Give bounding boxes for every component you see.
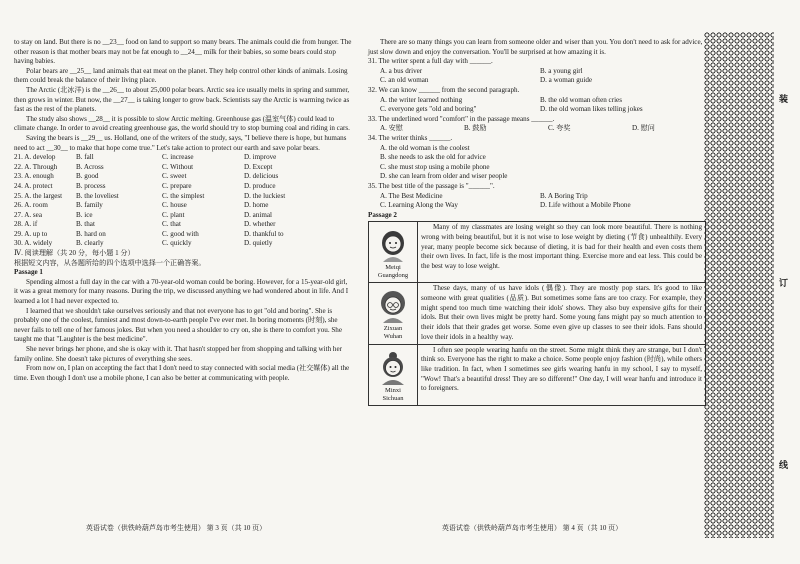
option: 24. A. protect [14, 181, 53, 190]
option: B. good [76, 172, 99, 181]
cloze-option-row [14, 220, 352, 230]
passage2-title: Passage 2 [368, 210, 397, 219]
question-34: 34. The writer thinks ______. [368, 133, 453, 142]
cloze-options [14, 153, 352, 249]
cloze-option-row [14, 153, 352, 163]
option: B. Across [76, 162, 104, 171]
cloze-para-1: to stay on land. But there is no __23__ food on land to support so many bears. The animals could die from hunger. The other reason is that mother bears may not be fat enough to __24__ milk for their babies, so some bears could stop having babies. [14, 38, 352, 66]
option: C. quickly [162, 239, 192, 248]
option: C. the simplest [162, 191, 205, 200]
passage1-para-1: Spending almost a full day in the car with a 70-year-old woman could be boring. However, for a 15-year-old girl, it was a great memory for many reasons. During the trip, we discussed anything we had wondered about in life. And I learned a lot I had never expected to. [14, 277, 349, 306]
option: C. good with [162, 229, 199, 238]
option: D. the old woman likes telling jokes [540, 105, 643, 114]
speaker-place: Sichuan [382, 394, 404, 402]
option: D. delicious [244, 172, 279, 181]
speaker-text: I often see people wearing hanfu on the street. Some might think they are strange, but I don't think so. Everyone has the right to make a choice. Some people enjoy fashion (时尚), while others like tradition. In fact, when I sometimes see girls wearing hanfu in my school, I say to myself, "Wow! That's a beautiful dress! They are so different!" One day, I will wear hanfu and introduce it to foreigners. [418, 344, 706, 405]
option: A. 安慰 [380, 124, 403, 133]
option: C. Without [162, 162, 194, 171]
option: D. produce [244, 181, 276, 190]
option: 28. A. if [14, 220, 38, 229]
passage2-table [368, 221, 706, 405]
option: B. process [76, 181, 106, 190]
option: B. the loveliest [76, 191, 119, 200]
cloze-option-row [14, 182, 352, 192]
option: D. the luckiest [244, 191, 286, 200]
question-31-options [368, 67, 704, 86]
speaker-text: These days, many of us have idols (偶像). They are mostly pop stars. It's good to like someone with great qualities (品质). But sometimes some fans are too crazy. For example, they might spend too much time watching their idols' shows. They also buy expensive gifts for their idols. But their own lives might be pretty hard. Some young fans might pay so much attention to their idols that their grades get worse. Some even give up classes to see their idols. Fans should love their idols in a healthy way. [418, 283, 706, 344]
option: C. plant [162, 210, 185, 219]
cloze-para-2: Polar bears are __25__ land animals that eat meat on the planet. They help control other kinds of animals. Losing them could break the balance of their living place. [14, 66, 348, 85]
option: D. improve [244, 153, 277, 162]
table-row [369, 344, 706, 405]
question-35: 35. The best title of the passage is "______". [368, 181, 495, 190]
speaker-place: Wuhan [383, 333, 403, 341]
option: D. animal [244, 210, 272, 219]
option: C. prepare [162, 181, 192, 190]
table-row [369, 222, 706, 283]
question-35-options [368, 192, 704, 211]
option: 22. A. Through [14, 162, 58, 171]
option: D. quietly [244, 239, 273, 248]
option: B. ice [76, 210, 93, 219]
option: B. that [76, 220, 95, 229]
option: A. The Best Medicine [380, 191, 443, 200]
speaker-cell [369, 222, 418, 283]
option: A. the writer learned nothing [380, 95, 463, 104]
girl-portrait-icon [375, 228, 411, 262]
option: C. that [162, 220, 181, 229]
speaker-cell [369, 283, 418, 344]
option: D. Except [244, 162, 273, 171]
girl-glasses-portrait-icon [375, 289, 411, 323]
option: D. thankful to [244, 229, 284, 238]
binding-margin-pattern [704, 32, 774, 538]
speaker-place: Guangdong [377, 272, 409, 280]
cloze-option-row [14, 239, 352, 249]
option: B. clearly [76, 239, 104, 248]
cloze-option-row [14, 201, 352, 211]
cloze-option-row [14, 172, 352, 182]
option: D. Life without a Mobile Phone [540, 201, 631, 210]
girl-bun-portrait-icon [375, 351, 411, 385]
question-33: 33. The underlined word "comfort" in the passage means ______. [368, 114, 555, 123]
option: D. a woman guide [540, 76, 593, 85]
table-row [369, 283, 706, 344]
footer-left: 英语试卷（供铁岭葫芦岛市考生使用） 第 3 页（共 10 页） [85, 524, 267, 532]
option: D. 慰问 [632, 124, 655, 133]
passage1-para-2: I learned that we shouldn't take ourselves seriously and that not everyone has to get "old and boring". She is probably one of the coolest, funniest and most down-to-earth people I've ever met. In boring moments (时刻), she never fails to tell one of her famous jokes. But when you need a shoulder to cry on, she is there to comfort you. She taught me that "Laughter is the best medicine". [14, 306, 343, 344]
option: 29. A. up to [14, 229, 48, 238]
binding-label: 订 [779, 278, 789, 288]
speaker-name: Zixuan [383, 325, 403, 333]
cloze-option-row [14, 230, 352, 240]
option: B. the old woman often cries [540, 95, 622, 104]
passage1-para-5: There are so many things you can learn from someone older and wiser than you. You don't need to ask for advice, just slow down and enjoy the conversation. You'll be surprised at how amazing it is. [368, 38, 703, 56]
option: C. Learning Along the Way [380, 201, 458, 210]
question-34-options [368, 144, 704, 182]
left-page [0, 0, 352, 564]
option: B. fall [76, 153, 94, 162]
cloze-option-row [14, 211, 352, 221]
passage1-para-4: From now on, I plan on accepting the fact that I don't need to stay connected with social media (社交媒体) all the time. Even though I don't use a mobile phone, I can also be better at communicating with people. [14, 364, 350, 382]
speaker-name: Meiqi [385, 264, 401, 272]
option: 21. A. develop [14, 153, 56, 162]
cloze-para-3: The Arctic (北冰洋) is the __26__ to about 25,000 polar bears. Arctic sea ice usually melts in spring and summer, then grows in winter. But now, the __27__ is taking longer to grow back. Scientists say the Arctic is warming twice as fast as the rest of the planets. [14, 85, 350, 114]
question-33-options [368, 124, 704, 134]
option: 23. A. enough [14, 172, 54, 181]
binding-label: 线 [779, 460, 789, 470]
option: C. increase [162, 153, 194, 162]
section-instructions: 根据短文内容，从各题所给的四个选项中选择一个正确答案。 [14, 258, 206, 267]
right-page [360, 0, 704, 564]
speaker-cell [369, 344, 418, 405]
speaker-text: Many of my classmates are losing weight so they can look more beautiful. There is nothing wrong with being beautiful, but it is not wise to lose weight by dieting (节食) unhealthily. Every year, many people become sick because of dieting, it is bad for their health and even costs them their own lives. In fact, life is the most important thing. Exercise more and eat less. This could be the best way to lose weight. [418, 222, 706, 283]
option: C. she must stop using a mobile phone [380, 162, 490, 171]
option: C. everyone gets "old and boring" [380, 105, 477, 114]
section-title: Ⅳ. 阅读理解（共 20 分，每小题 1 分） [14, 249, 135, 258]
option: D. home [244, 201, 269, 210]
option: C. sweet [162, 172, 187, 181]
option: 27. A. sea [14, 210, 42, 219]
option: 26. A. room [14, 201, 48, 210]
option: B. family [76, 201, 103, 210]
question-32: 32. We can know ______ from the second paragraph. [368, 85, 520, 94]
footer-right: 英语试卷（供铁岭葫芦岛市考生使用） 第 4 页（共 10 页） [441, 524, 623, 532]
option: D. she can learn from older and wiser people [380, 172, 508, 181]
option: A. a bus driver [380, 66, 423, 75]
question-32-options [368, 96, 704, 115]
option: B. hard on [76, 229, 106, 238]
option: B. she needs to ask the old for advice [380, 153, 486, 162]
option: 30. A. widely [14, 239, 53, 248]
cloze-para-5: Saving the bears is __29__ us. Holland, one of the writers of the study, says, "I believe there is hope, but humans need to act __30__ to make that hope come true." Let's take action to protect our earth and save polar bears. [14, 133, 347, 152]
binding-label: 装 [779, 94, 789, 104]
cloze-option-row [14, 163, 352, 173]
speaker-name: Minxi [385, 386, 401, 394]
option: C. house [162, 201, 187, 210]
option: A. the old woman is the coolest [380, 143, 470, 152]
option: B. 鼓励 [464, 124, 487, 133]
option: C. an old woman [380, 76, 429, 85]
cloze-para-4: The study also shows __28__ it is possible to slow Arctic melting. Greenhouse gas (温室气体) could lead to climate change. In order to avoid creating greenhouse gas, the world should try to stop burning coal and riding in cars. [14, 114, 350, 133]
question-31: 31. The writer spent a full day with ______. [368, 57, 493, 66]
option: D. whether [244, 220, 276, 229]
passage1-para-3: She never brings her phone, and she is okay with it. That hasn't stopped her from shopping and talking with her family online. She doesn't take pictures of everything she sees. [14, 345, 342, 363]
passage1-title: Passage 1 [14, 268, 43, 277]
option: B. A Boring Trip [540, 191, 588, 200]
option: 25. A. the largest [14, 191, 63, 200]
cloze-option-row [14, 192, 352, 202]
option: B. a young girl [540, 66, 583, 75]
option: C. 夸奖 [548, 124, 571, 133]
